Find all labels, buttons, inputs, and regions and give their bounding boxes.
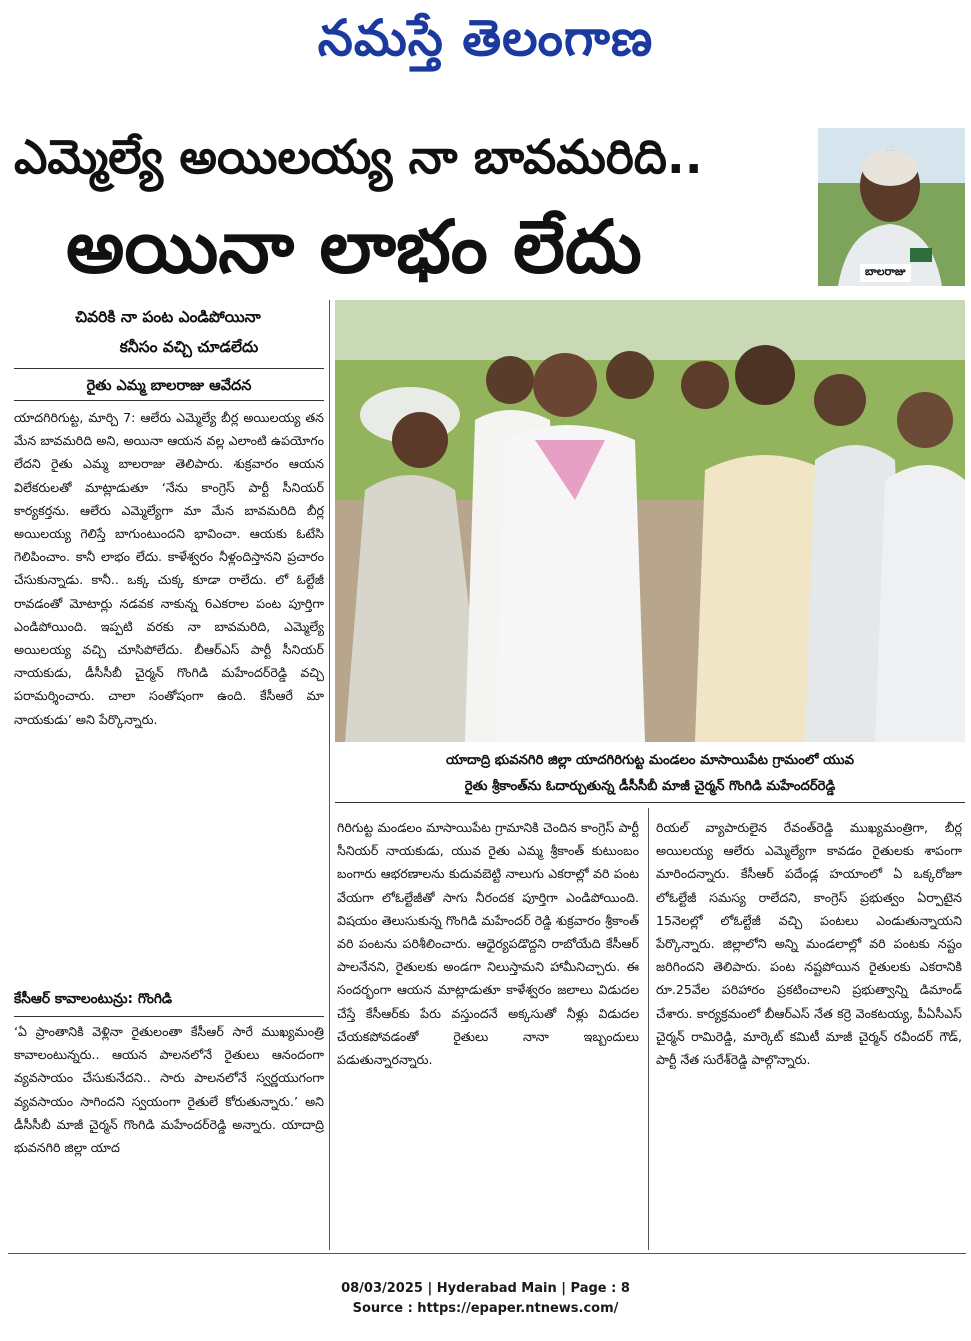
divider (14, 368, 324, 369)
portrait-caption: బాలరాజు (860, 264, 911, 282)
photo-caption-line-2: రైతు శ్రీకాంత్‌ను ఓదార్చుతున్న డీసీసీబీ మాజీ చైర్మన్ గొంగిడి మహేందర్‌రెడ్డి (464, 779, 836, 794)
column-divider (329, 300, 330, 1250)
kicker: రైతు ఎమ్మ బాలరాజు ఆవేదన (86, 378, 252, 394)
divider (14, 400, 324, 401)
middle-column-text: గిరిగుట్ట మండలం మాసాయిపేట గ్రామానికి చెందిన కాంగ్రెస్ పార్టీ సీనియర్ నాయకుడు, యువ రైతు ఎమ్మ శ్రీకాంత్ కుటుంబం బంగారు ఆభరణాలను కుదువబెట్టి నాలుగు ఎకరాల్లో వరి పంట వేయగా లోఓల్టేజీతో సాగు నీరందక పూర్తిగా ఎండిపోయింది. విషయం తెలుసుకున్న గొంగిడి మహేందర్ రెడ్డి శుక్రవారం శ్రీకాంత్ వరి పంటను పరిశీలించారు. ఆధైర్యపడొద్దని రాబోయేది కేసీఆర్ పాలనేనని, రైతులకు అండగా నిలుస్తామని హామీనిచ్చారు. ఈ సందర్భంగా ఆయన మాట్లాడుతూ కాళేశ్వరం జలాలు విడుదల చేస్తే కేసీఆర్‌కు పేరు వస్తుందనే అక్కసుతో నీళ్లు విడుదల చేయకపోవడంతో రైతులు నానా ఇబ్బందులు పడుతున్నారన్నారు. (337, 820, 639, 1068)
news-photo (335, 300, 965, 742)
divider (14, 1016, 324, 1017)
right-column-text: రియల్ వ్యాపారులైన రేవంత్‌రెడ్డి ముఖ్యమంత్రిగా, బీర్ల అయిలయ్య ఆలేరు ఎమ్మెల్యేగా కావడం రైతులకు శాపంగా మారిందన్నారు. కేసీఆర్ పదేండ్ల హయాంలో ఏ ఒక్కరోజూ లోఓల్టేజీ సమస్య రాలేదని, కాంగ్రెస్ ప్రభుత్వం ఏర్పాటైన 15నెలల్లో లోఓల్టేజీ వచ్చి పంటలు ఎండుతున్నాయని పేర్కొన్నారు. జిల్లాలోని అన్ని మండలాల్లో వరి పంటకు నష్టం జరిగిందని తెలిపారు. పంట నష్టపోయిన రైతులకు ఎకరానికి రూ.25వేల పరిహారం ప్రకటించాలని ప్రభుత్వాన్ని డిమాండ్ చేశారు. కార్యక్రమంలో బీఆర్ఎస్ నేత కర్రె వెంకటయ్య, పీఏసీఎస్ చైర్మన్ రామిరెడ్డి, మార్కెట్ కమిటీ మాజీ చైర్మన్ రవీందర్ గౌడ్, పార్టీ నేత సురేశ్‌రెడ్డి పాల్గొన్నారు. (656, 820, 962, 1068)
divider (335, 802, 965, 803)
headline-line-1: ఎమ్మెల్యే అయిలయ్య నా బావమరిది.. (14, 130, 703, 185)
column-divider (648, 808, 649, 1250)
edition-info: 08/03/2025 | Hyderabad Main | Page : 8 (341, 1281, 630, 1296)
section-subheading: కేసీఆర్ కావాలంటున్రు: గొంగిడి (14, 991, 173, 1007)
photo-caption-line-1: యాదాద్రి భువనగిరి జిల్లా యాదగిరిగుట్ట మండలం మాసాయిపేట గ్రామంలో యువ (445, 753, 854, 768)
headline-line-2: అయినా లాభం లేదు (66, 205, 642, 290)
farmer-portrait-photo (818, 128, 965, 286)
lead-paragraph: యాదగిరిగుట్ట, మార్చి 7: ఆలేరు ఎమ్మెల్యే బీర్ల అయిలయ్య తన మేన బావమరిది అని, అయినా ఆయన వల్ల ఎలాంటి ఉపయోగం లేదని రైతు ఎమ్మ బాలరాజు తెలిపారు. శుక్రవారం ఆయన విలేకరులతో మాట్లాడుతూ ‘నేను కాంగ్రెస్ పార్టీ సీనియర్ కార్యకర్తను. ఆలేరు ఎమ్మెల్యేగా మా మేన బావమరిది బీర్ల అయిలయ్య గెలిస్తే బాగుంటుందని భావించా. ఆయకు ఓటేసి గెలిపించాం. కానీ లాభం లేదు. కాళేశ్వరం నీళ్లందిస్తానని ప్రచారం చేసుకున్నాడు. కానీ.. ఒక్క చుక్క కూడా రాలేదు. లో ఓల్టేజీ రావడంతో మోటార్లు నడవక నాకున్న 6ఎకరాల పంట పూర్తిగా ఎండిపోయింది. ఇప్పటి వరకు నా బావమరిది, ఎమ్మెల్యే అయిలయ్య వచ్చి చూసిపోలేదు. బీఆర్ఎస్ పార్టీ సీనియర్ నాయకుడు, డీసీసీబీ చైర్మన్ గొంగిడి మహేందర్‌రెడ్డి వచ్చి పరామర్శించారు. చాలా సంతోషంగా ఉంది. కేసీఆరే మా నాయకుడు’ అని పేర్కొన్నారు. (14, 410, 324, 727)
divider (8, 1253, 966, 1254)
section-paragraph: ‘ఏ ప్రాంతానికి వెళ్లినా రైతులంతా కేసీఆర్ సారే ముఖ్యమంత్రి కావాలంటున్నరు.. ఆయన పాలనలోనే రైతులు ఆనందంగా వ్యవసాయం చేసుకునేదని.. సారు పాలనలోనే స్వర్ణయుగంగా వ్యవసాయం సాగిందని స్వయంగా రైతులే కోరుతున్నారు.’ అని డీసీసీబీ మాజీ చైర్మన్ గొంగిడి మహేందర్‌రెడ్డి అన్నారు. యాదాద్రి భువనగిరి జిల్లా యాద (14, 1024, 324, 1156)
subheading-line-1: చివరికి నా పంట ఎండిపోయినా (75, 308, 261, 326)
source-link[interactable]: Source : https://epaper.ntnews.com/ (352, 1301, 619, 1316)
subheading-line-2: కనీసం వచ్చి చూడలేదు (119, 338, 259, 356)
newspaper-masthead: నమస్తే తెలంగాణ (317, 8, 654, 67)
